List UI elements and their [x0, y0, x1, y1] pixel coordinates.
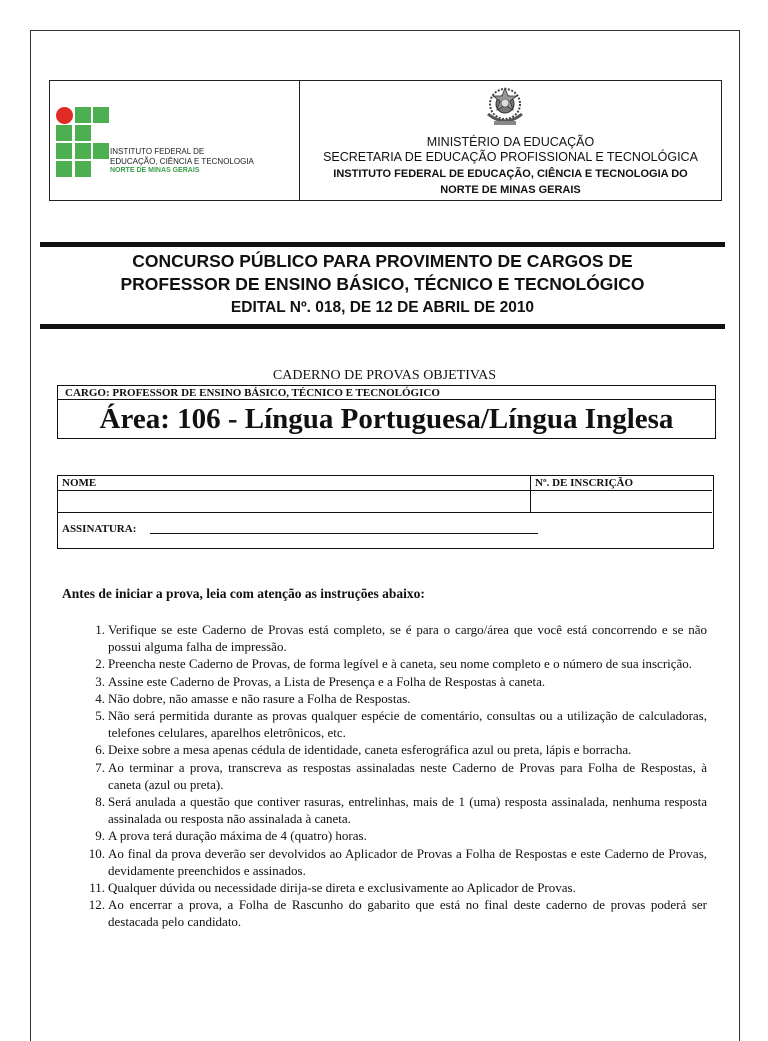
item-text: Verifique se este Caderno de Provas está completo, se é para o cargo/área que você está concorrendo e se não possui alguma falha de impressão.	[108, 622, 707, 655]
candidate-info-table	[57, 475, 714, 549]
item-text: A prova terá duração máxima de 4 (quatro) horas.	[108, 828, 367, 844]
list-item	[75, 793, 707, 827]
list-item	[75, 827, 707, 844]
item-number: 11 .	[75, 879, 105, 896]
caderno-heading: CADERNO DE PROVAS OBJETIVAS	[272, 368, 497, 383]
list-item	[75, 896, 707, 930]
institute-name-line: INSTITUTO FEDERAL DE EDUCAÇÃO, CIÊNCIA E TECNOLOGIA DO	[333, 168, 688, 180]
item-number: 6 .	[75, 741, 105, 758]
item-number: 3 .	[75, 673, 105, 690]
item-text: Preencha neste Caderno de Provas, de forma legível e à caneta, seu nome completo e o número de sua inscrição.	[108, 656, 693, 672]
top-rule	[40, 242, 725, 247]
item-text: Não dobre, não amasse e não rasure a Folha de Respostas.	[108, 690, 411, 706]
inscricao-field[interactable]	[531, 491, 712, 513]
ministry-cell	[300, 81, 721, 200]
item-number: 9 .	[75, 827, 105, 844]
item-number: 7 .	[75, 759, 105, 776]
list-item	[75, 673, 707, 690]
logo-square	[93, 107, 109, 123]
list-item	[75, 845, 707, 879]
institute-logo-line: INSTITUTO FEDERAL DE	[110, 147, 205, 156]
logo-red-circle	[56, 107, 73, 124]
logo-square	[56, 161, 72, 177]
logo-square	[75, 125, 91, 141]
institute-logo-line: NORTE DE MINAS GERAIS	[110, 167, 200, 175]
item-number: 8 .	[75, 793, 105, 810]
coat-of-arms-icon	[482, 84, 528, 128]
list-item	[75, 759, 707, 793]
list-item	[75, 655, 707, 672]
logo-square	[93, 143, 109, 159]
nome-field[interactable]	[58, 491, 531, 513]
list-item	[75, 707, 707, 741]
header-box	[49, 80, 722, 201]
list-item	[75, 690, 707, 707]
item-number: 1 .	[75, 621, 105, 638]
logo-square	[56, 143, 72, 159]
area-title: Área: 106 - Língua Portuguesa/Língua Inglesa	[99, 403, 674, 435]
item-text: Ao final da prova deverão ser devolvidos ao Aplicador de Provas a Folha de Respostas e este Caderno de Provas, devidamente preenchidos e assinados.	[108, 845, 707, 878]
ministry-name: MINISTÉRIO DA EDUCAÇÃO	[426, 135, 595, 149]
item-number: 2 .	[75, 655, 105, 672]
secretariat-name: SECRETARIA DE EDUCAÇÃO PROFISSIONAL E TECNOLÓGICA	[323, 150, 698, 164]
list-item	[75, 879, 707, 896]
item-number: 12 .	[75, 896, 105, 913]
contest-title: PROFESSOR DE ENSINO BÁSICO, TÉCNICO E TECNOLÓGICO	[120, 274, 645, 294]
institute-logo-cell	[50, 81, 300, 200]
item-text: Não será permitida durante as provas qualquer espécie de comentário, consultas ou a utilização de calculadoras, telefones celulares, aparelhos eletrônicos, etc.	[108, 708, 707, 741]
list-item	[75, 741, 707, 758]
instructions-list	[75, 621, 707, 931]
institute-logo-line: EDUCAÇÃO, CIÊNCIA E TECNOLOGIA	[110, 156, 254, 166]
assinatura-label: ASSINATURA:	[62, 523, 137, 535]
inscricao-label: Nº. DE INSCRIÇÃO	[531, 476, 712, 491]
nome-label: NOME	[58, 476, 531, 491]
edital-title: EDITAL Nº. 018, DE 12 DE ABRIL DE 2010	[230, 299, 535, 316]
item-text: Ao terminar a prova, transcreva as respostas assinaladas neste Caderno de Provas para Folha de Respostas, à caneta (azul ou preta).	[108, 759, 707, 792]
item-number: 5 .	[75, 707, 105, 724]
assinatura-field[interactable]	[150, 533, 538, 534]
list-item	[75, 621, 707, 655]
item-text: Será anulada a questão que contiver rasuras, entrelinhas, mais de 1 (uma) resposta assinalada, nenhuma resposta assinalada ou resposta não assinalada à caneta.	[108, 794, 707, 827]
bottom-rule	[40, 324, 725, 329]
logo-square	[56, 125, 72, 141]
item-text: Qualquer dúvida ou necessidade dirija-se direta e exclusivamente ao Aplicador de Provas.	[108, 880, 576, 896]
instructions-heading: Antes de iniciar a prova, leia com atenção as instruções abaixo:	[62, 586, 425, 601]
item-text: Deixe sobre a mesa apenas cédula de identidade, caneta esferográfica azul ou preta, lápis e borracha.	[108, 742, 632, 758]
logo-square	[75, 161, 91, 177]
cargo-label: CARGO: PROFESSOR DE ENSINO BÁSICO, TÉCNICO E TECNOLÓGICO	[58, 386, 715, 400]
logo-square	[75, 107, 91, 123]
item-number: 10 .	[75, 845, 105, 862]
institute-logo-icon	[56, 107, 112, 177]
logo-square	[75, 143, 91, 159]
item-number: 4 .	[75, 690, 105, 707]
cargo-box	[57, 385, 716, 439]
contest-title: CONCURSO PÚBLICO PARA PROVIMENTO DE CARGOS DE	[132, 251, 633, 271]
item-text: Assine este Caderno de Provas, a Lista de Presença e a Folha de Respostas à caneta.	[108, 673, 546, 689]
institute-name-line: NORTE DE MINAS GERAIS	[440, 184, 581, 196]
institute-logo-text	[110, 147, 254, 176]
institute-name	[300, 166, 721, 198]
item-text: Ao encerrar a prova, a Folha de Rascunho do gabarito que está no final deste caderno de provas poderá ser destacada pelo candidato.	[108, 897, 707, 930]
